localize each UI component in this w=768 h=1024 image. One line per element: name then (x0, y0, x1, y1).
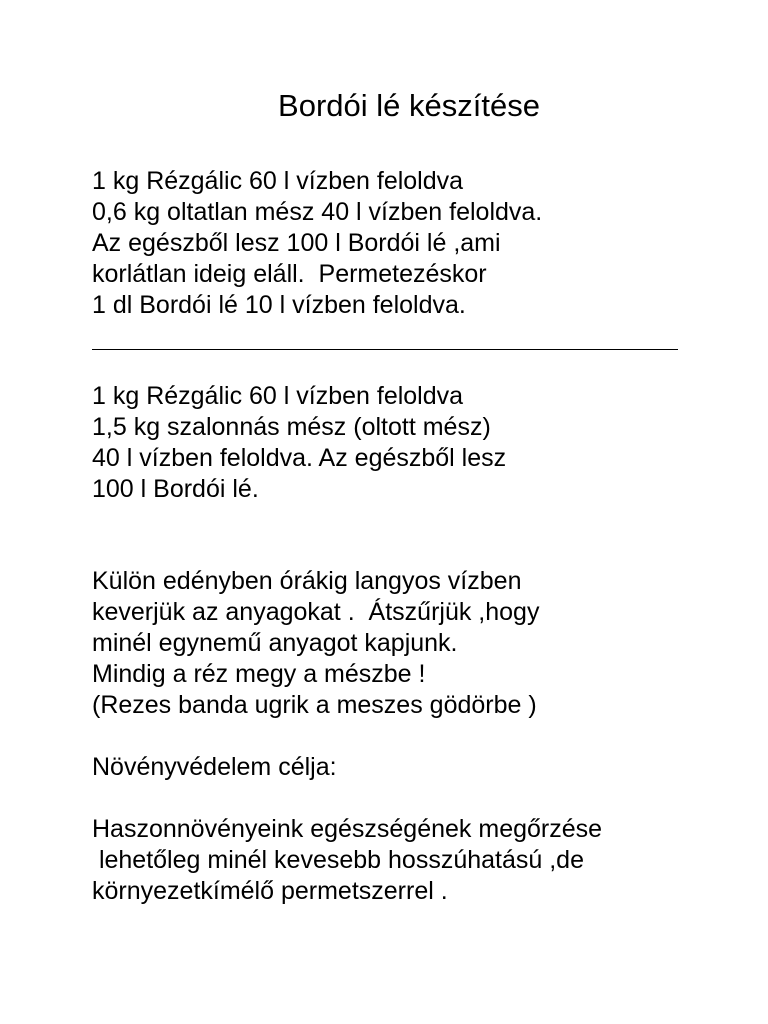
instructions-line: Mindig a réz megy a mészbe ! (92, 660, 426, 688)
recipe-1-line: 0,6 kg oltatlan mész 40 l vízben feloldva. (92, 198, 543, 226)
instructions-block (92, 566, 732, 721)
instructions-line: keverjük az anyagokat . Átszűrjük ,hogy (92, 598, 540, 626)
plant-protection-heading-text: Növényvédelem célja: (92, 753, 337, 781)
instructions-line: Külön edényben órákig langyos vízben (92, 567, 522, 595)
page-title: Bordói lé készítése (278, 88, 540, 123)
plant-protection-body (92, 814, 732, 907)
plant-protection-line: lehetőleg minél kevesebb hosszúhatású ,de (92, 846, 584, 874)
recipe-1-line: 1 kg Rézgálic 60 l vízben feloldva (92, 167, 464, 195)
plant-protection-heading (92, 752, 732, 783)
recipe-2-line: 1 kg Rézgálic 60 l vízben feloldva (92, 382, 464, 410)
recipe-2-block (92, 381, 732, 505)
plant-protection-line: környezetkímélő permetszerrel . (92, 877, 448, 905)
recipe-2-line: 100 l Bordói lé. (92, 475, 259, 503)
instructions-line: (Rezes banda ugrik a meszes gödörbe ) (92, 691, 537, 719)
instructions-line: minél egynemű anyagot kapjunk. (92, 629, 458, 657)
recipe-1-line: korlátlan ideig eláll. Permetezéskor (92, 260, 487, 288)
recipe-2-line: 40 l vízben feloldva. Az egészből lesz (92, 444, 507, 472)
section-divider (92, 349, 678, 350)
plant-protection-line: Haszonnövényeink egészségének megőrzése (92, 815, 603, 843)
recipe-1-line: Az egészből lesz 100 l Bordói lé ,ami (92, 229, 501, 257)
recipe-1-block (92, 166, 732, 321)
recipe-2-line: 1,5 kg szalonnás mész (oltott mész) (92, 413, 491, 441)
recipe-1-line: 1 dl Bordói lé 10 l vízben feloldva. (92, 291, 466, 319)
